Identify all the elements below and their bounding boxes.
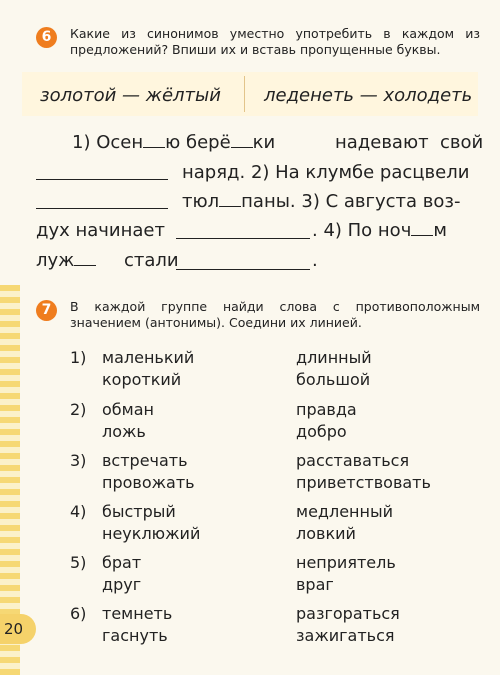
left-word[interactable]: друг <box>102 575 142 594</box>
group-number: 4) <box>70 502 87 521</box>
right-word[interactable]: добро <box>296 422 347 441</box>
text-fragment: луж <box>36 250 75 271</box>
group-number: 3) <box>70 451 87 470</box>
letter-blank[interactable] <box>219 192 241 207</box>
text-fragment: . 4) По ноч <box>312 220 412 241</box>
left-word[interactable]: короткий <box>102 370 182 389</box>
right-word[interactable]: неприятель <box>296 553 396 572</box>
exercise-line-2: наряд. 2) На клумбе расцвели <box>182 162 470 183</box>
left-word[interactable]: обман <box>102 400 154 419</box>
answer-blank[interactable] <box>36 207 168 209</box>
right-word[interactable]: ловкий <box>296 524 356 543</box>
task-7-badge: 7 <box>36 300 57 321</box>
right-word[interactable]: расставаться <box>296 451 410 470</box>
task-6-instruction: Какие из синонимов уместно употребить в каждом из предложений? Впиши их и вставь пропущенные буквы. <box>70 26 480 57</box>
left-word[interactable]: быстрый <box>102 502 176 521</box>
text-fragment: . <box>312 250 318 271</box>
group-number: 5) <box>70 553 87 572</box>
right-word[interactable]: зажигаться <box>296 626 395 645</box>
left-word[interactable]: встречать <box>102 451 188 470</box>
letter-blank[interactable] <box>411 221 433 236</box>
letter-blank[interactable] <box>231 133 253 148</box>
left-word[interactable]: неуклюжий <box>102 524 201 543</box>
exercise-line-4 <box>312 220 447 241</box>
left-word[interactable]: темнеть <box>102 604 173 623</box>
text-fragment: тюл <box>182 191 220 212</box>
exercise-line-1 <box>72 132 275 153</box>
left-word[interactable]: ложь <box>102 422 146 441</box>
synonym-pair-right: леденеть — холодеть <box>264 85 473 106</box>
text-fragment: ки <box>252 132 276 153</box>
group-number: 1) <box>70 348 87 367</box>
text-fragment: м <box>433 220 447 241</box>
text-fragment: 1) Осен <box>72 132 144 153</box>
answer-blank[interactable] <box>36 178 168 180</box>
left-word[interactable]: брат <box>102 553 142 572</box>
text-fragment: паны. 3) С августа воз- <box>241 191 461 212</box>
right-word[interactable]: разгораться <box>296 604 400 623</box>
text-fragment: надевают <box>335 132 429 153</box>
left-word[interactable]: гаснуть <box>102 626 168 645</box>
right-word[interactable]: длинный <box>296 348 372 367</box>
left-word[interactable]: провожать <box>102 473 195 492</box>
text-fragment: стали <box>124 250 179 271</box>
exercise-line-5 <box>36 250 96 271</box>
synonyms-divider <box>244 76 245 112</box>
letter-blank[interactable] <box>143 133 165 148</box>
page-number: 20 <box>0 614 36 644</box>
task-6-badge: 6 <box>36 27 57 48</box>
text-fragment: дух начинает <box>36 220 165 241</box>
text-fragment: свой <box>440 132 484 153</box>
answer-blank[interactable] <box>176 268 310 270</box>
text-fragment: ю берё <box>165 132 231 153</box>
group-number: 2) <box>70 400 87 419</box>
exercise-line-3 <box>182 191 460 212</box>
right-word[interactable]: правда <box>296 400 357 419</box>
answer-blank[interactable] <box>176 237 310 239</box>
right-word[interactable]: враг <box>296 575 334 594</box>
right-word[interactable]: медленный <box>296 502 393 521</box>
left-word[interactable]: маленький <box>102 348 195 367</box>
right-word[interactable]: большой <box>296 370 371 389</box>
right-word[interactable]: приветствовать <box>296 473 431 492</box>
group-number: 6) <box>70 604 87 623</box>
synonym-pair-left: золотой — жёлтый <box>40 85 221 106</box>
task-7-instruction: В каждой группе найди слова с противоположным значением (антонимы). Соедини их линией. <box>70 299 480 330</box>
letter-blank[interactable] <box>74 251 96 266</box>
